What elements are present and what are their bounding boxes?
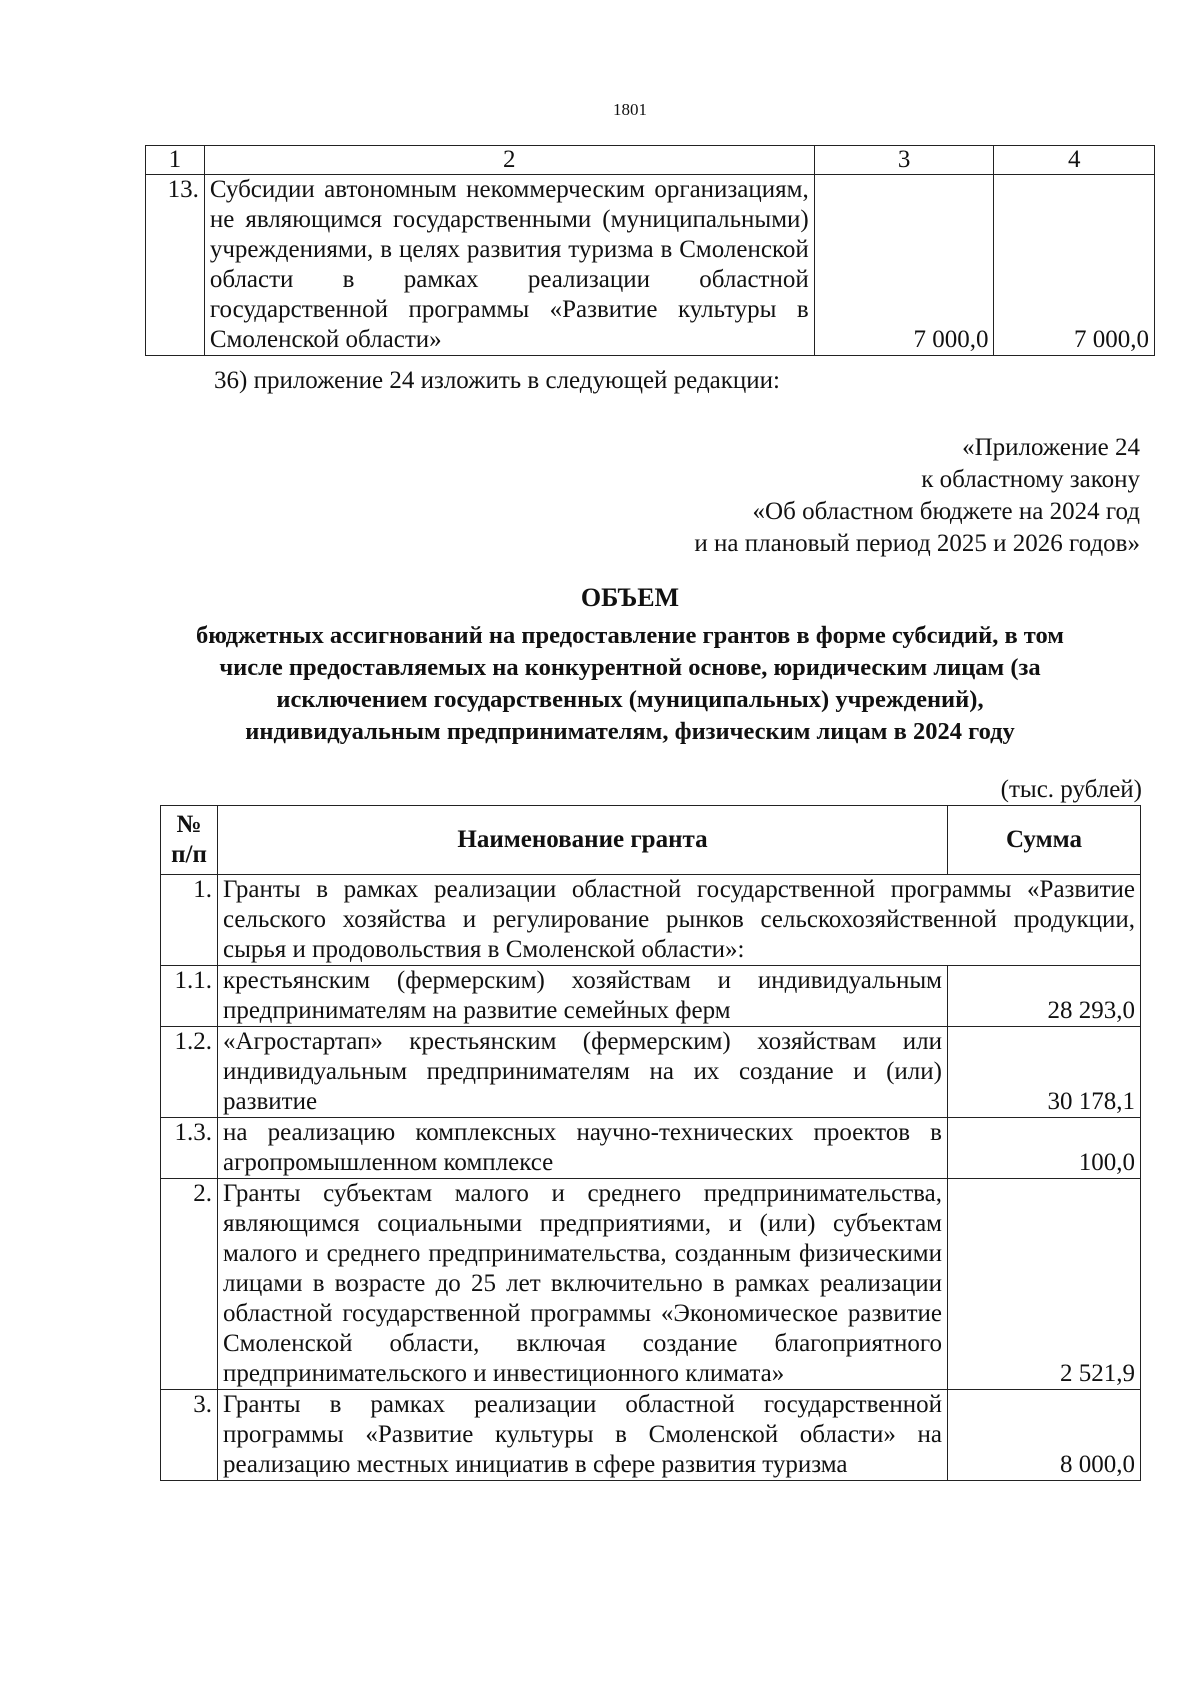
row-value-col4: 7 000,0 [994,175,1155,356]
appendix-line: к областному закону [921,466,1140,493]
row-sum: 28 293,0 [948,966,1141,1027]
table-header-row [161,806,1141,875]
row-sum: 2 521,9 [948,1179,1141,1390]
appendix-line: «Об областном бюджете на 2024 год [752,498,1140,525]
header-number-line: № [176,811,202,838]
appendix-line: «Приложение 24 [962,434,1140,461]
appendix-line: и на плановый период 2025 и 2026 годов» [694,530,1140,557]
unit-label: (тыс. рублей) [1000,776,1142,803]
row-number: 13. [146,175,205,356]
header-number [161,806,218,875]
row-name: Гранты в рамках реализации областной государственной программы «Развитие культуры в Смоленской области» на реализацию местных инициатив в сфере развития туризма [218,1390,948,1481]
table-row [161,966,1141,1027]
appendix-heading [694,432,1140,560]
row-sum: 100,0 [948,1118,1141,1179]
row-number: 2. [161,1179,218,1390]
amendment-clause: 36) приложение 24 изложить в следующей редакции: [214,367,780,394]
table-row [146,175,1155,356]
page-number: 1801 [613,100,647,119]
table-row [161,1390,1141,1481]
table-row [161,875,1141,966]
header-sum: Сумма [948,806,1141,875]
previous-appendix-table [145,145,1155,356]
column-number-3: 3 [814,146,994,175]
document-title: ОБЪЕМ [580,583,680,612]
row-value-col3: 7 000,0 [814,175,994,356]
row-number: 1. [161,875,218,966]
subtitle-line: числе предоставляемых на конкурентной основе, юридическим лицам (за [219,654,1041,681]
table-header-row [146,146,1155,175]
header-number-line: п/п [171,841,207,868]
row-name: Гранты субъектам малого и среднего предпринимательства, являющимся социальными предприятиями, и (или) субъектам малого и среднего предпринимательства, созданным физическими лицами в возрасте до 25 лет включительно в рамках реализации областной государственной программы «Экономическое развитие Смоленской области, включая создание благоприятного предпринимательского и инвестиционного климата» [218,1179,948,1390]
table-row [161,1179,1141,1390]
row-number: 1.3. [161,1118,218,1179]
subtitle-line: бюджетных ассигнований на предоставление грантов в форме субсидий, в том [196,622,1064,649]
row-name: крестьянским (фермерским) хозяйствам и индивидуальным предпринимателям на развитие семейных ферм [218,966,948,1027]
column-number-4: 4 [994,146,1155,175]
subtitle-line: исключением государственных (муниципальных) учреждений), [276,686,984,713]
document-subtitle [130,620,1130,748]
table-row [161,1118,1141,1179]
column-number-2: 2 [204,146,814,175]
subtitle-line: индивидуальным предпринимателям, физическим лицам в 2024 году [245,718,1015,745]
row-number: 1.1. [161,966,218,1027]
row-name: «Агростартап» крестьянским (фермерским) хозяйствам или индивидуальным предпринимателям на их создание и (или) развитие [218,1027,948,1118]
header-name: Наименование гранта [218,806,948,875]
table-row [161,1027,1141,1118]
row-number: 3. [161,1390,218,1481]
row-name: Субсидии автономным некоммерческим организациям, не являющимся государственными (муниципальными) учреждениями, в целях развития туризма в Смоленской области в рамках реализации областной государственной программы «Развитие культуры в Смоленской области» [204,175,814,356]
row-number: 1.2. [161,1027,218,1118]
row-sum: 8 000,0 [948,1390,1141,1481]
column-number-1: 1 [146,146,205,175]
row-sum: 30 178,1 [948,1027,1141,1118]
grants-table [160,805,1141,1481]
row-name: на реализацию комплексных научно-технических проектов в агропромышленном комплексе [218,1118,948,1179]
row-name: Гранты в рамках реализации областной государственной программы «Развитие сельского хозяйства и регулирование рынков сельскохозяйственной продукции, сырья и продовольствия в Смоленской области»: [218,875,1141,966]
